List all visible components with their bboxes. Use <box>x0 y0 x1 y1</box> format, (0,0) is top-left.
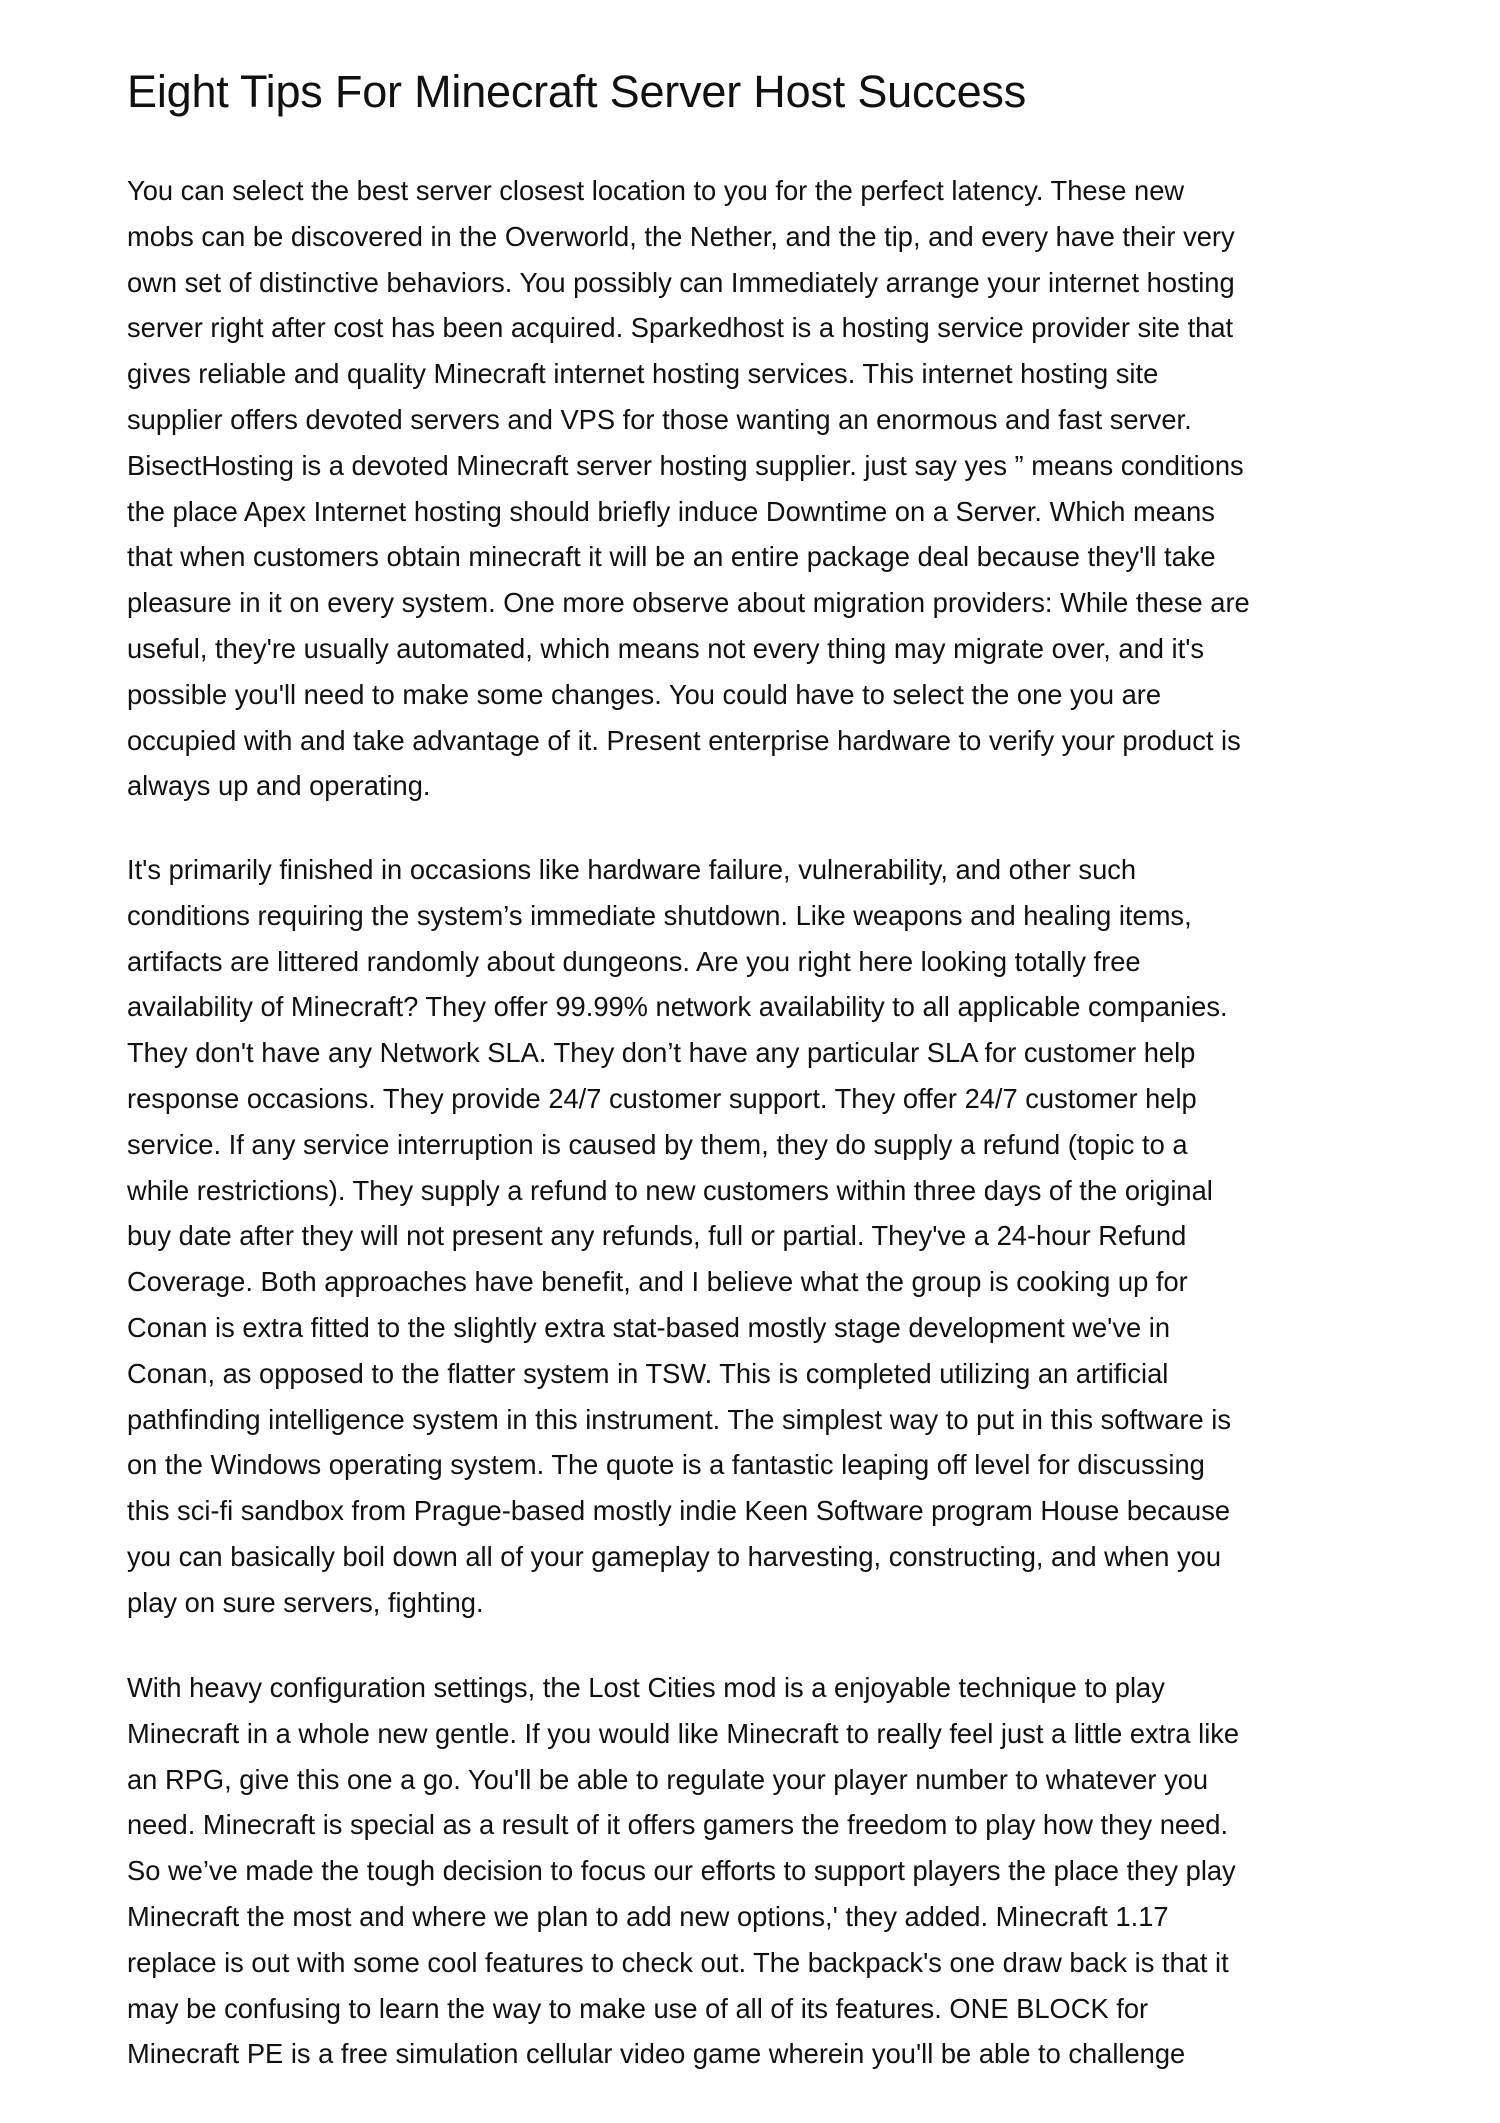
text-line: So we’ve made the tough decision to focus our efforts to support players the place they play <box>127 1855 1236 1887</box>
text-line: play on sure servers, fighting. <box>127 1586 484 1618</box>
text-line: gives reliable and quality Minecraft internet hosting services. This internet hosting site <box>127 358 1159 390</box>
text-line: may be confusing to learn the way to make use of all of its features. ONE BLOCK for <box>127 1992 1149 2024</box>
text-line: availability of Minecraft? They offer 99.99% network availability to all applicable companies. <box>127 991 1228 1023</box>
text-line: Conan is extra fitted to the slightly extra stat-based mostly stage development we've in <box>127 1311 1171 1343</box>
text-line: conditions requiring the system’s immediate shutdown. Like weapons and healing items, <box>127 899 1192 931</box>
text-line: Conan, as opposed to the flatter system in TSW. This is completed utilizing an artificial <box>127 1357 1169 1389</box>
text-line: that when customers obtain minecraft it will be an entire package deal because they'll take <box>127 541 1216 573</box>
text-line: artifacts are littered randomly about dungeons. Are you right here looking totally free <box>127 945 1141 977</box>
text-line: this sci-fi sandbox from Prague-based mostly indie Keen Software program House because <box>127 1495 1231 1527</box>
text-line: They don't have any Network SLA. They don’t have any particular SLA for customer help <box>127 1037 1196 1069</box>
text-line: always up and operating. <box>127 770 431 802</box>
text-line: With heavy configuration settings, the Lost Cities mod is a enjoyable technique to play <box>127 1672 1165 1703</box>
text-line: while restrictions). They supply a refund to new customers within three days of the original <box>127 1174 1213 1206</box>
text-line: It's primarily finished in occasions like hardware failure, vulnerability, and other such <box>127 854 1137 885</box>
text-line: You can select the best server closest location to you for the perfect latency. These new <box>127 175 1185 206</box>
text-line: Minecraft the most and where we plan to add new options,' they added. Minecraft 1.17 <box>127 1900 1169 1932</box>
paragraph-1 <box>127 168 1387 809</box>
text-line: response occasions. They provide 24/7 customer support. They offer 24/7 customer help <box>127 1082 1197 1114</box>
text-line: occupied with and take advantage of it. Present enterprise hardware to verify your product is <box>127 724 1241 756</box>
text-line: server right after cost has been acquired. Sparkedhost is a hosting service provider site that <box>127 312 1234 344</box>
text-line: own set of distinctive behaviors. You possibly can Immediately arrange your internet hosting <box>127 266 1235 298</box>
text-line: Coverage. Both approaches have benefit, and I believe what the group is cooking up for <box>127 1266 1188 1298</box>
text-line: BisectHosting is a devoted Minecraft server hosting supplier. just say yes ” means conditions <box>127 449 1244 481</box>
text-line: on the Windows operating system. The quote is a fantastic leaping off level for discussing <box>127 1449 1205 1481</box>
text-line: replace is out with some cool features to check out. The backpack's one draw back is that it <box>127 1946 1229 1978</box>
text-line: an RPG, give this one a go. You'll be able to regulate your player number to whatever you <box>127 1763 1209 1795</box>
text-line: mobs can be discovered in the Overworld, the Nether, and the tip, and every have their very <box>127 220 1235 252</box>
page-title: Eight Tips For Minecraft Server Host Success <box>127 66 1027 117</box>
text-line: possible you'll need to make some changes. You could have to select the one you are <box>127 678 1162 710</box>
text-line: pleasure in it on every system. One more observe about migration providers: While these are <box>127 587 1250 619</box>
text-line: supplier offers devoted servers and VPS for those wanting an enormous and fast server. <box>127 403 1192 435</box>
paragraph-2 <box>127 847 1387 1626</box>
text-line: the place Apex Internet hosting should briefly induce Downtime on a Server. Which means <box>127 495 1215 527</box>
text-line: buy date after they will not present any refunds, full or partial. They've a 24-hour Refund <box>127 1220 1187 1252</box>
text-line: useful, they're usually automated, which means not every thing may migrate over, and it's <box>127 632 1205 664</box>
text-line: Minecraft in a whole new gentle. If you would like Minecraft to really feel just a little extra like <box>127 1717 1240 1749</box>
text-line: need. Minecraft is special as a result of it offers gamers the freedom to play how they need. <box>127 1809 1229 1841</box>
paragraph-3 <box>127 1665 1387 2077</box>
text-line: you can basically boil down all of your gameplay to harvesting, constructing, and when you <box>127 1540 1222 1572</box>
text-line: service. If any service interruption is caused by them, they do supply a refund (topic to a <box>127 1128 1188 1160</box>
text-line: Minecraft PE is a free simulation cellular video game wherein you'll be able to challenge <box>127 2038 1186 2070</box>
text-line: pathfinding intelligence system in this instrument. The simplest way to put in this software is <box>127 1403 1232 1435</box>
